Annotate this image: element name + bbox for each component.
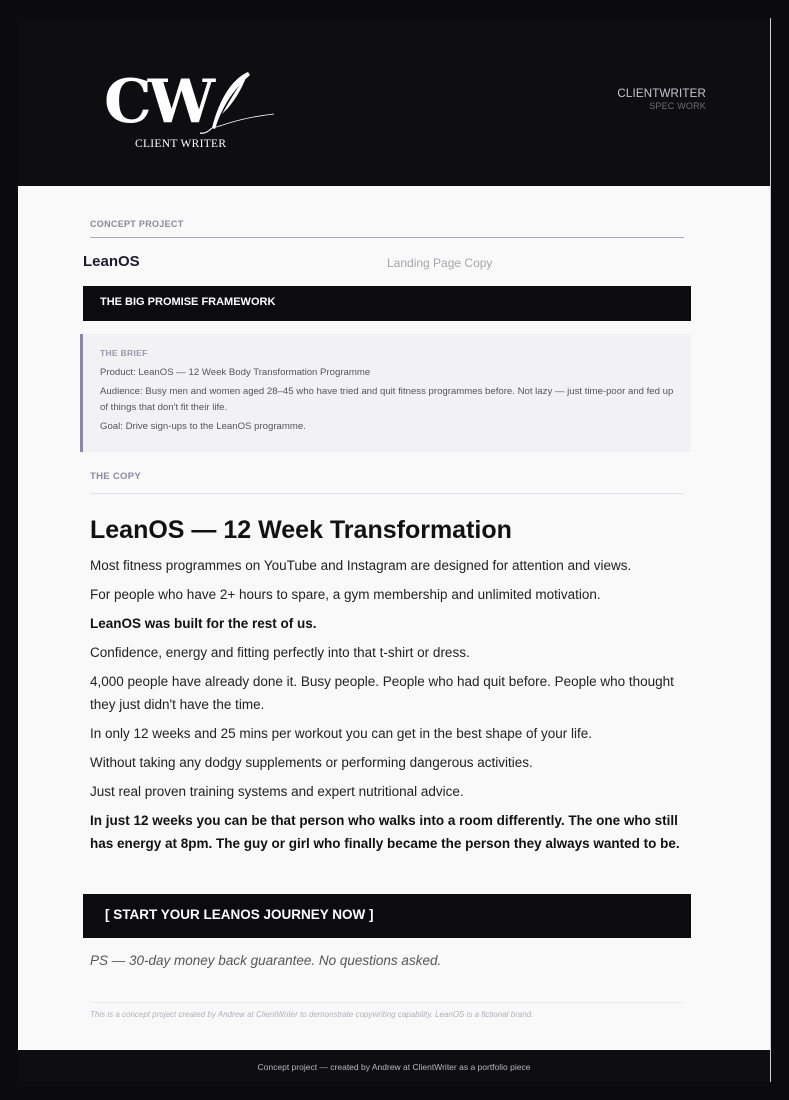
logo-subtitle: CLIENT WRITER <box>135 138 227 150</box>
brief-goal: Goal: Drive sign-ups to the LeanOS programme. <box>100 421 306 432</box>
project-eyebrow: CONCEPT PROJECT <box>90 219 184 229</box>
copy-paragraph: Most fitness programmes on YouTube and Instagram are designed for attention and views. <box>90 558 632 573</box>
copy-paragraph: In only 12 weeks and 25 mins per workout you can get in the best shape of your life. <box>90 726 593 741</box>
page-frame <box>18 18 770 1082</box>
start-journey-button[interactable]: [ START YOUR LEANOS JOURNEY NOW ] <box>83 894 691 938</box>
footer: Concept project — created by Andrew at ClientWriter as a portfolio piece <box>18 1050 770 1082</box>
copy-paragraph: Just real proven training systems and expert nutritional advice. <box>90 784 464 799</box>
brief-panel <box>80 334 691 452</box>
copy-label: THE COPY <box>90 471 141 482</box>
copy-body <box>90 515 694 861</box>
copy-paragraph: For people who have 2+ hours to spare, a gym membership and unlimited motivation. <box>90 587 601 602</box>
edge-line <box>770 18 771 1082</box>
copy-paragraph: Without taking any dodgy supplements or performing dangerous activities. <box>90 755 533 770</box>
brief-label: THE BRIEF <box>100 348 148 358</box>
logo-letters: CW <box>104 67 212 137</box>
divider <box>90 493 684 494</box>
brand-block <box>617 88 706 111</box>
copy-paragraph: 4,000 people have already done it. Busy people. People who had quit before. People who thought they just didn't have the time. <box>90 674 674 712</box>
disclaimer: This is a concept project created by Andrew at ClientWriter to demonstrate copywriting capability. LeanOS is a fictional brand. <box>90 1010 534 1019</box>
copy-paragraph-emphasis: In just 12 weeks you can be that person who walks into a room differently. The one who still has energy at 8pm. The guy or girl who finally became the person they always wanted to be. <box>90 813 680 851</box>
header <box>18 18 770 186</box>
product-name: LeanOS <box>83 253 140 270</box>
copy-headline: LeanOS — 12 Week Transformation <box>90 516 512 544</box>
brand-name: CLIENTWRITER <box>617 88 706 100</box>
client-writer-logo <box>104 67 274 156</box>
brief-audience: Audience: Busy men and women aged 28–45 who have tried and quit fitness programmes before. Not lazy — just time-poor and fed up of things that don't fit their life. <box>100 386 674 413</box>
quill-icon <box>198 70 278 140</box>
brief-product: Product: LeanOS — 12 Week Body Transformation Programme <box>100 367 371 378</box>
copy-paragraph: Confidence, energy and fitting perfectly into that t-shirt or dress. <box>90 645 470 660</box>
framework-title-bar: THE BIG PROMISE FRAMEWORK <box>83 286 691 321</box>
postscript: PS — 30-day money back guarantee. No questions asked. <box>90 953 442 968</box>
divider <box>90 237 684 238</box>
brand-subtitle: SPEC WORK <box>649 101 706 111</box>
copy-paragraph-emphasis: LeanOS was built for the rest of us. <box>90 616 317 631</box>
divider <box>90 1002 684 1003</box>
page-type: Landing Page Copy <box>387 256 493 270</box>
